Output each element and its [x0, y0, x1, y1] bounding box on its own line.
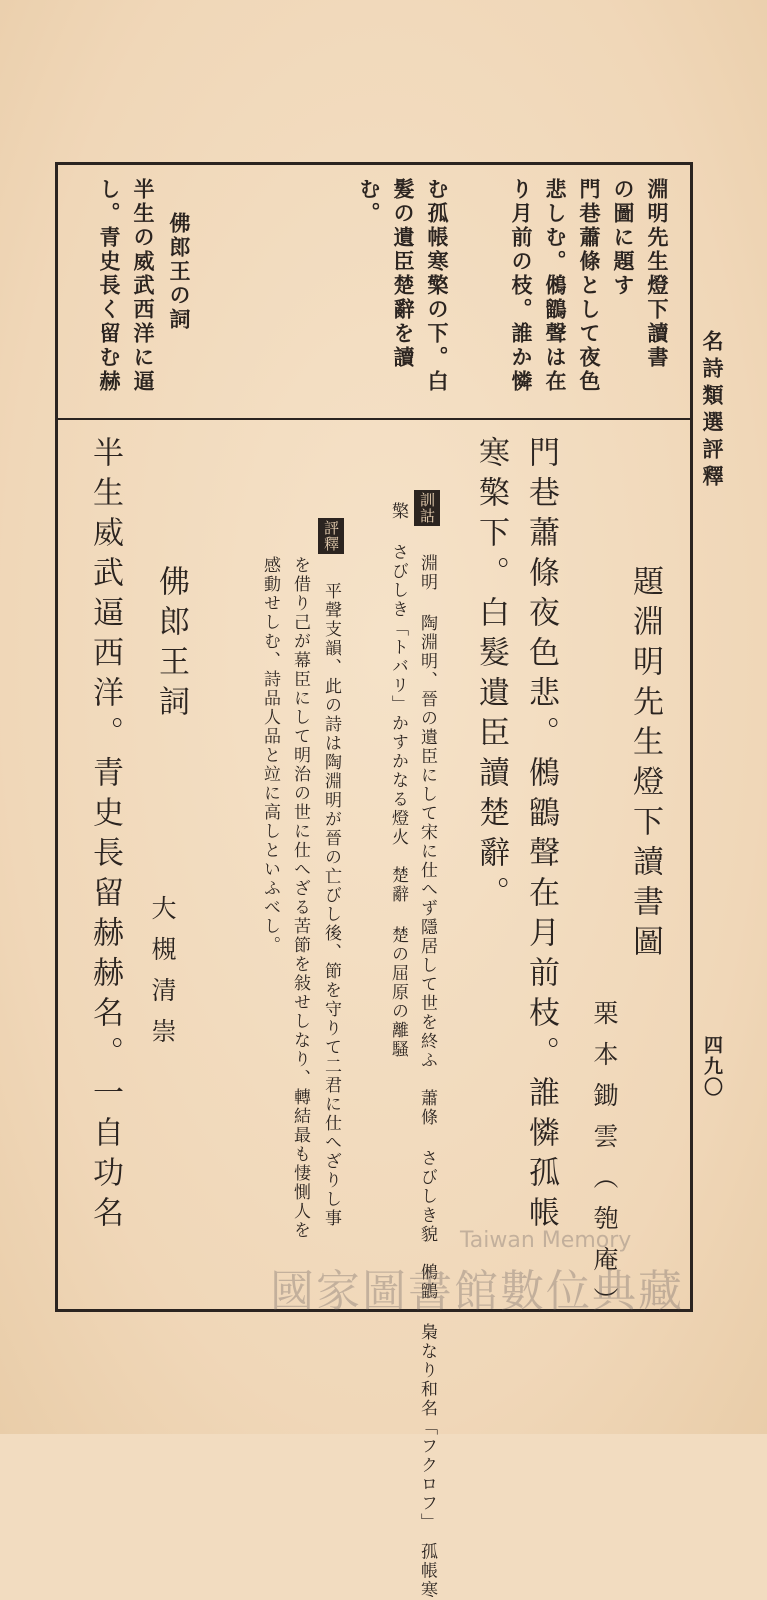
gloss-text: 淵明 陶淵明、晉の遺臣にして宋に仕へず隱居して世を終ふ 蕭條 さびしき貌 鵂鶹 梟なり和名「フクロフ」 孤帳寒	[417, 554, 437, 1600]
watermark-sub: Taiwan Memory	[460, 1228, 632, 1253]
upper-column: し。青史長く留む赫	[97, 178, 122, 394]
upper-column: 髮の遺臣楚辭を讀	[391, 178, 416, 370]
poem-title: 題淵明先生燈下讀書圖	[627, 565, 663, 965]
upper-column: む孤帳寒檠の下。白	[425, 178, 450, 394]
upper-column: 門巷蕭條として夜色	[577, 178, 602, 394]
poem-line: 寒檠下。白髮遺臣讀楚辭。	[473, 436, 509, 916]
poem-line: 半生威武逼西洋。青史長留赫赫名。一自功名	[87, 436, 123, 1236]
comment-tag: 評釋	[318, 518, 344, 554]
gloss-block	[414, 490, 440, 1600]
comment-text: 感動せしむ、詩品人品と竝に高しといふべし。	[260, 556, 280, 955]
comment-text: を借り己が幕臣にして明治の世に仕へざる苦節を敍せしなり、轉結最も悽惻人を	[290, 556, 310, 1240]
upper-column: り月前の枝。誰か憐	[509, 178, 534, 394]
upper-column: 佛郎王の詞	[167, 212, 192, 332]
section-divider	[58, 418, 690, 420]
poem-author: 大槻清崇	[148, 895, 177, 1059]
upper-column: の圖に題す	[611, 178, 636, 298]
comment-text: 平聲支韻、此の詩は陶淵明が晉の亡びし後、節を守りて二君に仕へざりし事	[321, 582, 341, 1228]
gloss-text: 檠 さびしき「トバリ」かすかなる燈火 楚辭 楚の屈原の離騷	[388, 502, 408, 1059]
upper-column: 淵明先生燈下讀書	[645, 178, 670, 370]
poem-line: 門巷蕭條夜色悲。鵂鶹聲在月前枝。誰憐孤帳	[523, 436, 559, 1236]
watermark: 國家圖書館數位典藏	[270, 1266, 684, 1317]
poem-title: 佛郎王詞	[153, 565, 189, 725]
running-title: 名詩類選評釋	[700, 330, 725, 492]
poem-author: 栗本鋤雲（匏庵）	[590, 1000, 619, 1328]
comment-block	[318, 518, 344, 1228]
upper-column: 半生の威武西洋に逼	[131, 178, 156, 394]
page-number: 四九〇	[701, 1035, 723, 1098]
upper-column: む。	[357, 178, 382, 226]
gloss-tag: 訓詁	[414, 490, 440, 526]
upper-column: 悲しむ。鵂鶹聲は在	[543, 178, 568, 394]
